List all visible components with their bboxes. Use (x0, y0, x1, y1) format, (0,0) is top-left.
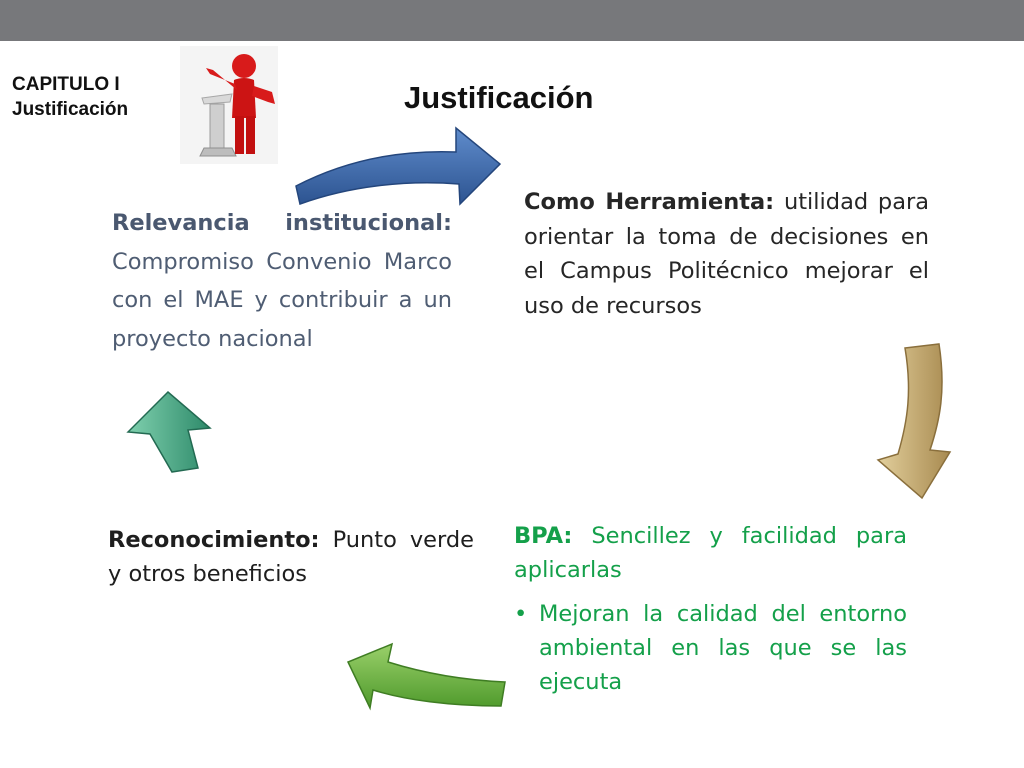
herramienta-text: utilidad para orientar la toma de decisiones en el Campus Politécnico mejorar el uso de recursos (524, 189, 930, 319)
bpa-text: Sencillez y facilidad para aplicarlas (514, 523, 907, 583)
herramienta-label: Como Herramienta: (524, 189, 775, 215)
bullet-icon: • (514, 601, 528, 627)
arrow-bottom-green (348, 644, 505, 708)
herramienta-block (524, 185, 929, 323)
slide-title: Justificación (404, 80, 594, 115)
arrow-right-tan (878, 344, 950, 498)
reconocimiento-label: Reconocimiento: (108, 527, 320, 553)
bpa-label: BPA: (514, 523, 573, 549)
reconocimiento-text: Punto verde y otros beneficios (108, 527, 475, 587)
bpa-block (514, 519, 907, 699)
relevancia-label: Relevancia institucional: (112, 210, 452, 236)
reconocimiento-block (108, 523, 474, 591)
chapter-name: Justificación (12, 99, 129, 120)
relevancia-block (112, 204, 452, 358)
arrow-left-teal (128, 392, 210, 472)
relevancia-text: Compromiso Convenio Marco con el MAE y contribuir a un proyecto nacional (112, 248, 452, 352)
chapter-number: CAPITULO I (12, 74, 120, 95)
bpa-bullet-text: Mejoran la calidad del entorno ambiental en las que se las ejecuta (539, 601, 907, 695)
arrow-top-blue (296, 128, 500, 204)
bpa-paragraph (514, 519, 907, 587)
bpa-bullet-item (514, 597, 907, 699)
